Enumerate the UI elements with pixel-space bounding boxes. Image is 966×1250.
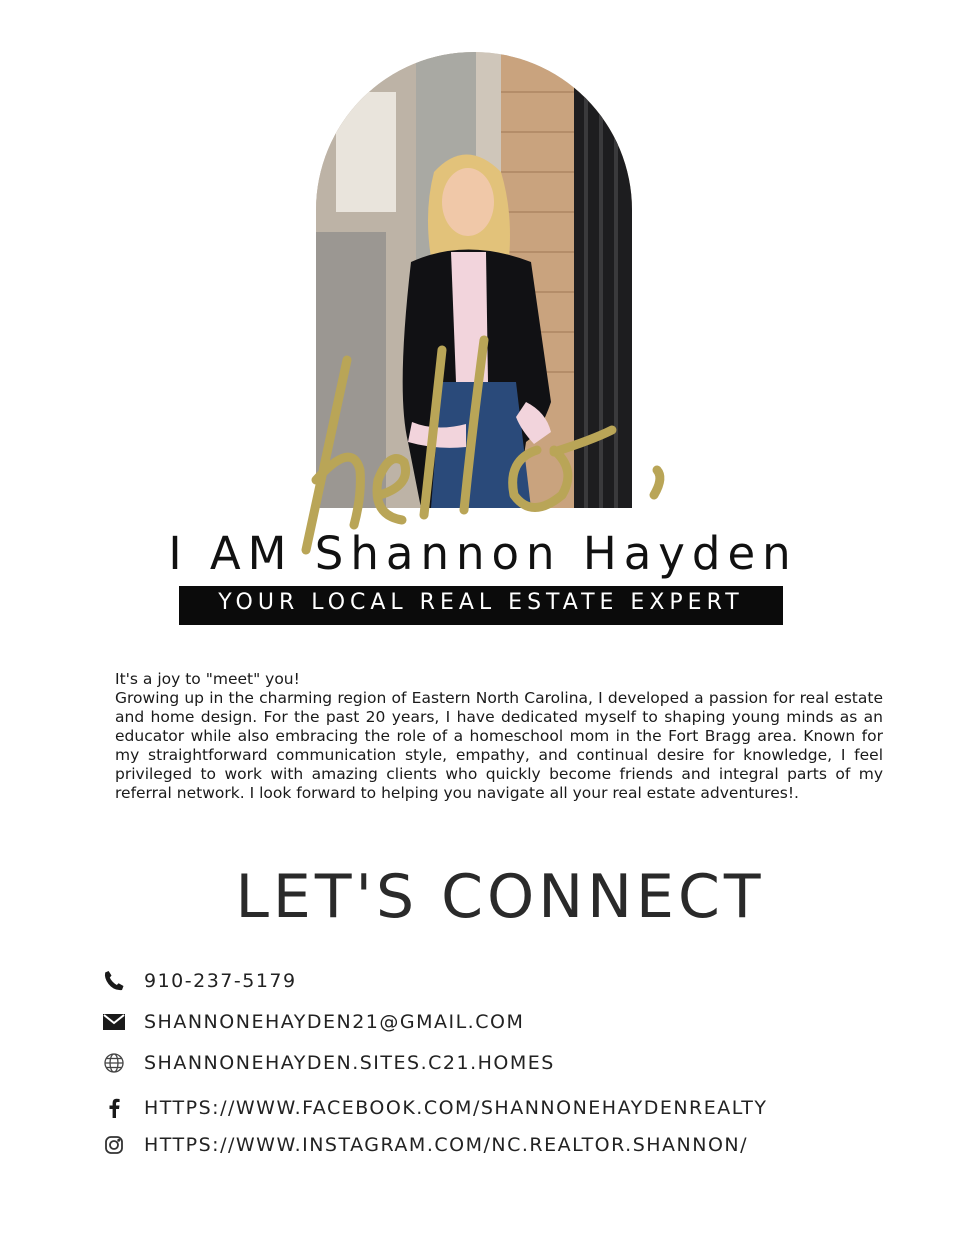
- portrait-illustration: [316, 52, 632, 508]
- contact-website[interactable]: [100, 1048, 555, 1078]
- instagram-icon: [100, 1131, 128, 1159]
- bio-body: Growing up in the charming region of Eastern North Carolina, I developed a passion for real estate and home design. For the past 20 years, I have dedicated myself to shaping young minds as an educator while also embracing the role of a homeschool mom in the Fort Bragg area. Known for my straightforward communication style, empathy, and continual desire for knowledge, I feel privileged to work with amazing clients who quickly become friends and integral parts of my referral network. I look forward to helping you navigate all your real estate adventures!.: [115, 689, 883, 802]
- facebook-url[interactable]: HTTPS://WWW.FACEBOOK.COM/SHANNONEHAYDENREALTY: [144, 1097, 768, 1119]
- facebook-icon: [100, 1094, 128, 1122]
- instagram-url[interactable]: HTTPS://WWW.INSTAGRAM.COM/NC.REALTOR.SHANNON/: [144, 1134, 749, 1156]
- contact-facebook[interactable]: [100, 1093, 767, 1123]
- phone-number[interactable]: 910-237-5179: [144, 970, 297, 992]
- bio-section: [115, 670, 883, 803]
- website-url[interactable]: SHANNONEHAYDEN.SITES.C21.HOMES: [144, 1052, 555, 1074]
- portrait-photo: [316, 52, 632, 508]
- tagline-banner: YOUR LOCAL REAL ESTATE EXPERT: [179, 586, 783, 625]
- contact-instagram[interactable]: [100, 1130, 748, 1160]
- envelope-icon: [100, 1008, 128, 1036]
- contact-phone[interactable]: [100, 966, 297, 996]
- connect-title: LET'S CONNECT: [235, 862, 765, 932]
- bio-greeting: It's a joy to "meet" you!: [115, 670, 300, 688]
- contact-email[interactable]: [100, 1007, 524, 1037]
- headline: I AM Shannon Hayden: [168, 527, 798, 580]
- email-address[interactable]: SHANNONEHAYDEN21@GMAIL.COM: [144, 1011, 525, 1033]
- globe-icon: [100, 1049, 128, 1077]
- phone-icon: [100, 967, 128, 995]
